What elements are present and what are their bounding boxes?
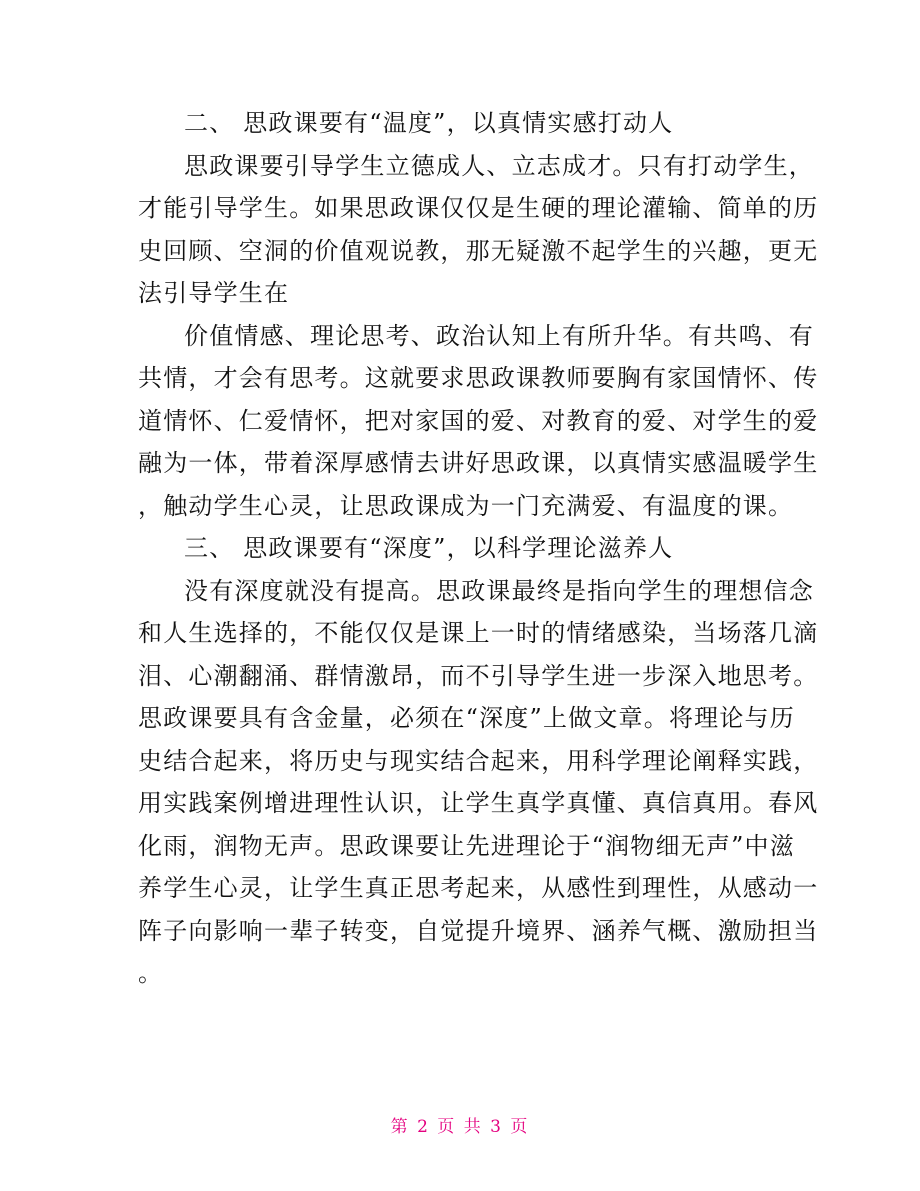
paragraph-line: 法引导学生在 [138,279,290,307]
paragraph-line: 养学生心灵，让学生真正思考起来，从感性到理性，从感动一 [138,874,819,902]
document-body [138,102,819,995]
paragraph-line: ，触动学生心灵，让思政课成为一门充满爱、有温度的课。 [138,491,794,520]
paragraph-line: 道情怀、仁爱情怀，把对家国的爱、对教育的爱、对学生的爱 [138,406,819,435]
page-number-footer: 第 2 页 共 3 页 [390,1117,530,1137]
section-3-heading: 三、 思政课要有“深度”，以科学理论滋养人 [184,534,674,562]
paragraph-line: 共情，才会有思考。这就要求思政课教师要胸有家国情怀、传 [138,364,819,392]
paragraph-line: 。 [138,959,164,987]
section-2-heading: 二、 思政课要有“温度”，以真情实感打动人 [184,109,674,137]
paragraph-line: 史结合起来，将历史与现实结合起来，用科学理论阐释实践， [138,746,819,775]
paragraph-line: 阵子向影响一辈子转变，自觉提升境界、涵养气概、激励担当 [138,916,819,945]
paragraph-line: 史回顾、空洞的价值观说教，那无疑激不起学生的兴趣，更无 [138,236,819,265]
paragraph-line: 才能引导学生。如果思政课仅仅是生硬的理论灌输、简单的历 [138,194,819,222]
paragraph-line: 融为一体，带着深厚感情去讲好思政课，以真情实感温暖学生 [138,449,819,477]
paragraph-line: 思政课要具有含金量，必须在“深度”上做文章。将理论与历 [138,704,795,732]
paragraph-line: 思政课要引导学生立德成人、立志成才。只有打动学生， [184,151,814,180]
paragraph-line: 价值情感、理论思考、政治认知上有所升华。有共鸣、有 [184,321,814,350]
paragraph-line: 和人生选择的，不能仅仅是课上一时的情绪感染，当场落几滴 [138,619,819,647]
paragraph-line: 化雨，润物无声。思政课要让先进理论于“润物细无声”中滋 [138,831,795,860]
paragraph-line: 用实践案例增进理性认识，让学生真学真懂、真信真用。春风 [138,789,819,817]
paragraph-line: 泪、心潮翻涌、群情激昂，而不引导学生进一步深入地思考。 [138,661,819,690]
paragraph-line: 没有深度就没有提高。思政课最终是指向学生的理想信念 [184,576,814,605]
